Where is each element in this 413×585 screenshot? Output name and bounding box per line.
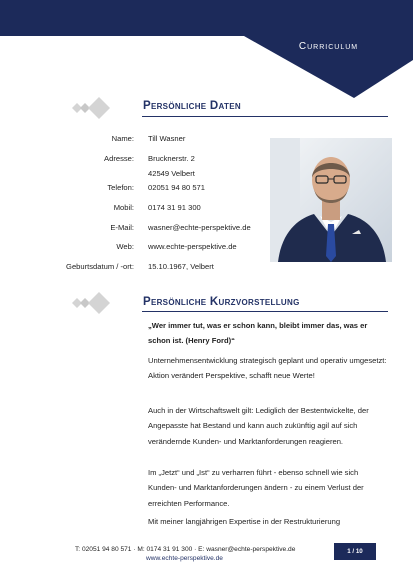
field-label: Mobil: — [113, 203, 134, 212]
portrait-photo — [270, 138, 392, 262]
page-number-badge — [334, 543, 376, 560]
profile-paragraph: Unternehmensentwicklung strategisch geplant und operativ umgesetzt: Aktion verändert Perspektive, schafft neue Werte! — [148, 356, 387, 381]
profile-paragraph: Mit meiner langjährigen Expertise in der Restrukturierung — [148, 517, 341, 526]
page-number: 1 / 10 — [347, 548, 363, 555]
field-value: Till Wasner — [148, 134, 186, 143]
page-footer — [0, 543, 413, 585]
diamond-ornament-icon — [66, 97, 112, 119]
footer-website-link[interactable]: www.echte-perspektive.de — [146, 555, 223, 562]
section-divider — [142, 311, 388, 312]
curriculum-banner — [244, 36, 413, 98]
website-link[interactable]: www.echte-perspektive.de — [148, 242, 237, 251]
section-divider — [142, 116, 388, 117]
field-label: Web: — [116, 242, 134, 251]
field-label: E-Mail: — [110, 223, 134, 232]
profile-quote: „Wer immer tut, was er schon kann, bleibt immer das, was er schon ist. (Henry Ford)“ — [148, 321, 368, 346]
section-title-personal-data: Persönliche Daten — [143, 100, 241, 112]
field-label: Name: — [111, 134, 134, 143]
field-value: 02051 94 80 571 — [148, 183, 206, 192]
field-label: Adresse: — [104, 154, 134, 163]
email-link[interactable]: wasner@echte-perspektive.de — [148, 223, 251, 232]
footer-contact: T: 02051 94 80 571 · M: 0174 31 91 300 · E: wasner@echte-perspektive.de — [75, 546, 296, 553]
header-band — [0, 0, 413, 36]
diamond-ornament-icon — [66, 292, 112, 314]
section-title-profile: Persönliche Kurzvorstellung — [143, 296, 300, 308]
profile-paragraph: Auch in der Wirtschaftswelt gilt: Lediglich der Bestentwickelte, der Angepasste hat Bestand und kann auch zukünftig agil auf sich verändernde Kunden- und Marktanforderungen reagieren. — [148, 406, 369, 446]
profile-paragraph: Im „Jetzt“ und „Ist“ zu verharren führt - ebenso schnell wie sich Kunden- und Marktanforderungen ändern - zu einem Verlust der erreichten Performance. — [148, 468, 364, 508]
field-value: 42549 Velbert — [148, 169, 195, 178]
field-value: 0174 31 91 300 — [148, 203, 201, 212]
field-label: Telefon: — [107, 183, 134, 192]
field-value: 15.10.1967, Velbert — [148, 262, 214, 271]
portrait-photo-icon — [270, 138, 392, 262]
banner-title: Curriculum — [298, 41, 359, 52]
field-label: Geburtsdatum / -ort: — [66, 262, 134, 271]
field-value: Brucknerstr. 2 — [148, 154, 195, 163]
